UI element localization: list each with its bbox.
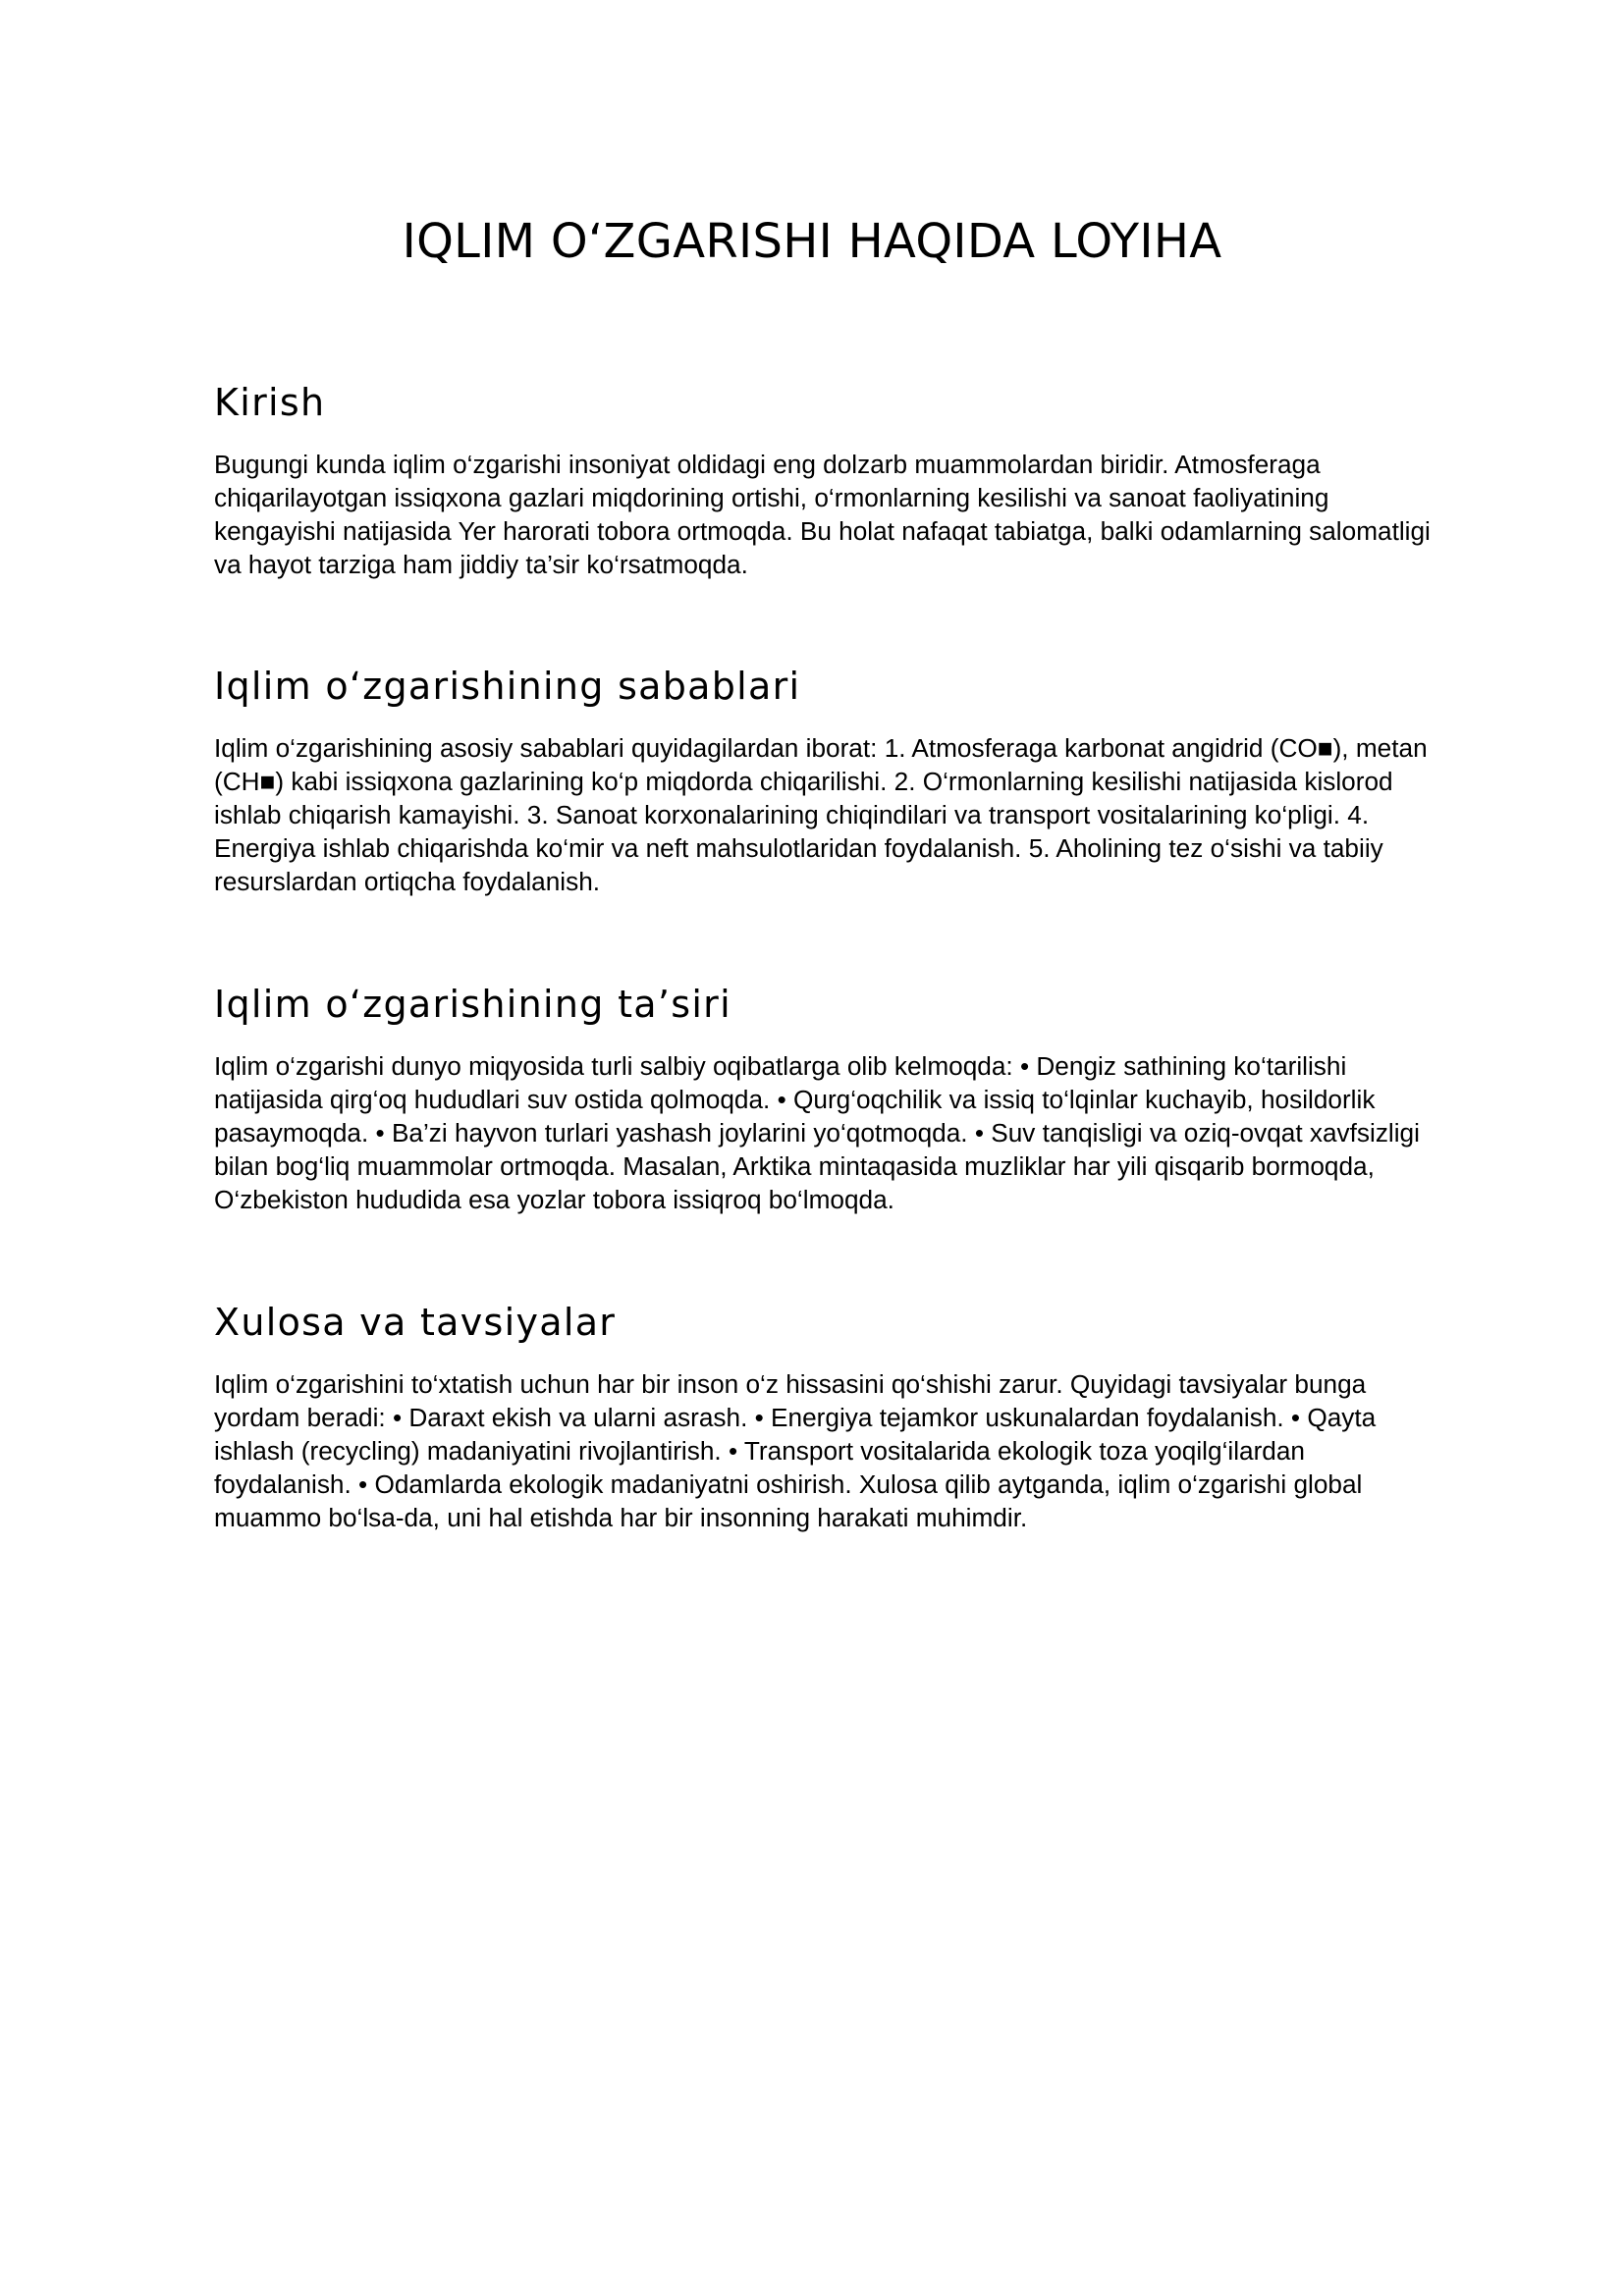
section-conclusion: [214, 1301, 1432, 1534]
section-heading-introduction: Kirish: [214, 381, 326, 424]
section-body-impact: Iqlim o‘zgarishi dunyo miqyosida turli salbiy oqibatlarga olib kelmoqda: • Dengiz sathining ko‘tarilishi natijasida qirg‘oq hududlari suv ostida qolmoqda. • Qurg‘oqchilik va issiq to‘lqinlar kuchayib, hosildorlik pasaymoqda. • Ba’zi hayvon turlari yashash joylarini yo‘qotmoqda. • Suv tanqisligi va oziq-ovqat xavfsizligi bilan bog‘liq muammolar ortmoqda. Masalan, Arktika mintaqasida muzliklar har yili qisqarib bormoqda, O‘zbekiston hududida esa yozlar tobora issiqroq bo‘lmoqda.: [214, 1050, 1420, 1214]
section-body-conclusion: Iqlim o‘zgarishini to‘xtatish uchun har bir inson o‘z hissasini qo‘shishi zarur. Quyidagi tavsiyalar bunga yordam beradi: • Daraxt ekish va ularni asrash. • Energiya tejamkor uskunalardan foydalanish. • Qayta ishlash (recycling) madaniyatini rivojlantirish. • Transport vositalarida ekologik toza yoqilg‘ilardan foydalanish. • Odamlarda ekologik madaniyatni oshirish. Xulosa qilib aytganda, iqlim o‘zgarishi global muammo bo‘lsa-da, uni hal etishda har bir insonning harakati muhimdir.: [214, 1368, 1377, 1532]
section-heading-conclusion: Xulosa va tavsiyalar: [214, 1301, 617, 1344]
section-body-causes: Iqlim o‘zgarishining asosiy sabablari quyidagilardan iborat: 1. Atmosferaga karbonat angidrid (CO■), metan (CH■) kabi issiqxona gazlarining ko‘p miqdorda chiqarilishi. 2. O‘rmonlarning kesilishi natijasida kislorod ishlab chiqarish kamayishi. 3. Sanoat korxonalarining chiqindilari va transport vositalarining ko‘pligi. 4. Energiya ishlab chiqarishda ko‘mir va neft mahsulotlaridan foydalanish. 5. Aholining tez o‘sishi va tabiiy resurslardan ortiqcha foydalanish.: [214, 732, 1428, 896]
section-body-introduction: Bugungi kunda iqlim o‘zgarishi insoniyat oldidagi eng dolzarb muammolardan biridir. Atmosferaga chiqarilayotgan issiqxona gazlari miqdorining ortishi, o‘rmonlarning kesilishi va sanoat faoliyatining kengayishi natijasida Yer harorati tobora ortmoqda. Bu holat nafaqat tabiatga, balki odamlarning salomatligi va hayot tarziga ham jiddiy ta’sir ko‘rsatmoqda.: [214, 449, 1431, 579]
section-heading-impact: Iqlim o‘zgarishining ta’siri: [214, 983, 731, 1026]
document-title: IQLIM O‘ZGARISHI HAQIDA LOYIHA: [402, 214, 1222, 269]
section-causes: [214, 665, 1432, 898]
section-heading-causes: Iqlim o‘zgarishining sabablari: [214, 665, 801, 708]
section-impact: [214, 983, 1432, 1216]
section-introduction: [214, 381, 1432, 581]
